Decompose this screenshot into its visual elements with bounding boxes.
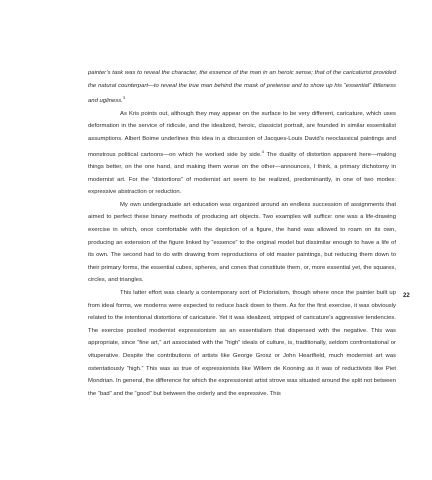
paragraph-education (88, 199, 396, 287)
paragraph-text-continued: The duality of distortion apparent here—making things better, on the one hand, and making them worse on the other—announces, I think, a primary dichotomy in modernist art. For the “distortions” of modernist art seem to be realized, predominantly, in one of two modes: expressive abstraction or reduction. (88, 151, 396, 196)
paragraph-pictorialism (88, 287, 396, 400)
block-quote (88, 67, 396, 108)
paragraph-kris (88, 108, 396, 199)
footnote-marker: 3 (122, 95, 126, 101)
paragraph-text: This latter effort was clearly a contemporary sort of Pictorialism, though where once the painter built up from ideal forms, we moderns were expected to reduce back down to them. As for the first exercise, it was obviously related to the intentional distortions of caricature. Yet it was idealized, stripped of caricature’s aggressive tendencies. The exercise posited modernist expressionism as an essentialism that dispensed with the negative. This was appropriate, since “fine art,” art associated with the “high” ideals of culture, is, traditionally, seldom confrontational or vituperative. Despite the contributions of artists like George Grosz or John Heartfield, much modernist art was ostentatiously “high.” This was as true of expressionists like Willem de Kooning as it was of reductivists like Piet Mondrian. In general, the difference for which the expressionist artist strove was situated around the split not between the “bad” and the “good” but between the orderly and the expressive. This (88, 290, 396, 397)
quote-text: painter’s task was to reveal the character, the essence of the man in an heroic sense; that of the caricaturist provided the natural counterpart—to reveal the true man behind the mask of pretense and to show up his “essential” littleness and ugliness. (88, 70, 396, 105)
paragraph-text: As Kris points out, although they may appear on the surface to be very different, caricature, which uses deformation in the service of ridicule, and the idealized, heroic, classicist portrait, are founded in similar essentialist assumptions. Albert Boime underlines this idea in a discussion of Jacques-Louis David’s neoclassical paintings and monstrous political cartoons—on which he worked side by side. (88, 110, 396, 158)
body-text (88, 67, 396, 400)
paragraph-text: My own undergraduate art education was organized around an endless succession of assignments that aimed to perfect these binary methods of producing art objects. Two examples will suffice: one was a life-drawing exercise in which, once comfortable with the depiction of a figure, the hand was allowed to roam on its own, producing an extension of the figure linked by “essence” to the original model but dissimilar enough to have a life of its own. The second had to do with drawing from reproductions of old master paintings, but reducing them down to their primary forms, the essential cubes, spheres, and cones that constitute them, or, more essential yet, the squares, circles, and triangles. (88, 201, 396, 284)
footnote-marker: 4 (261, 148, 265, 154)
page-number: 22 (403, 293, 410, 299)
